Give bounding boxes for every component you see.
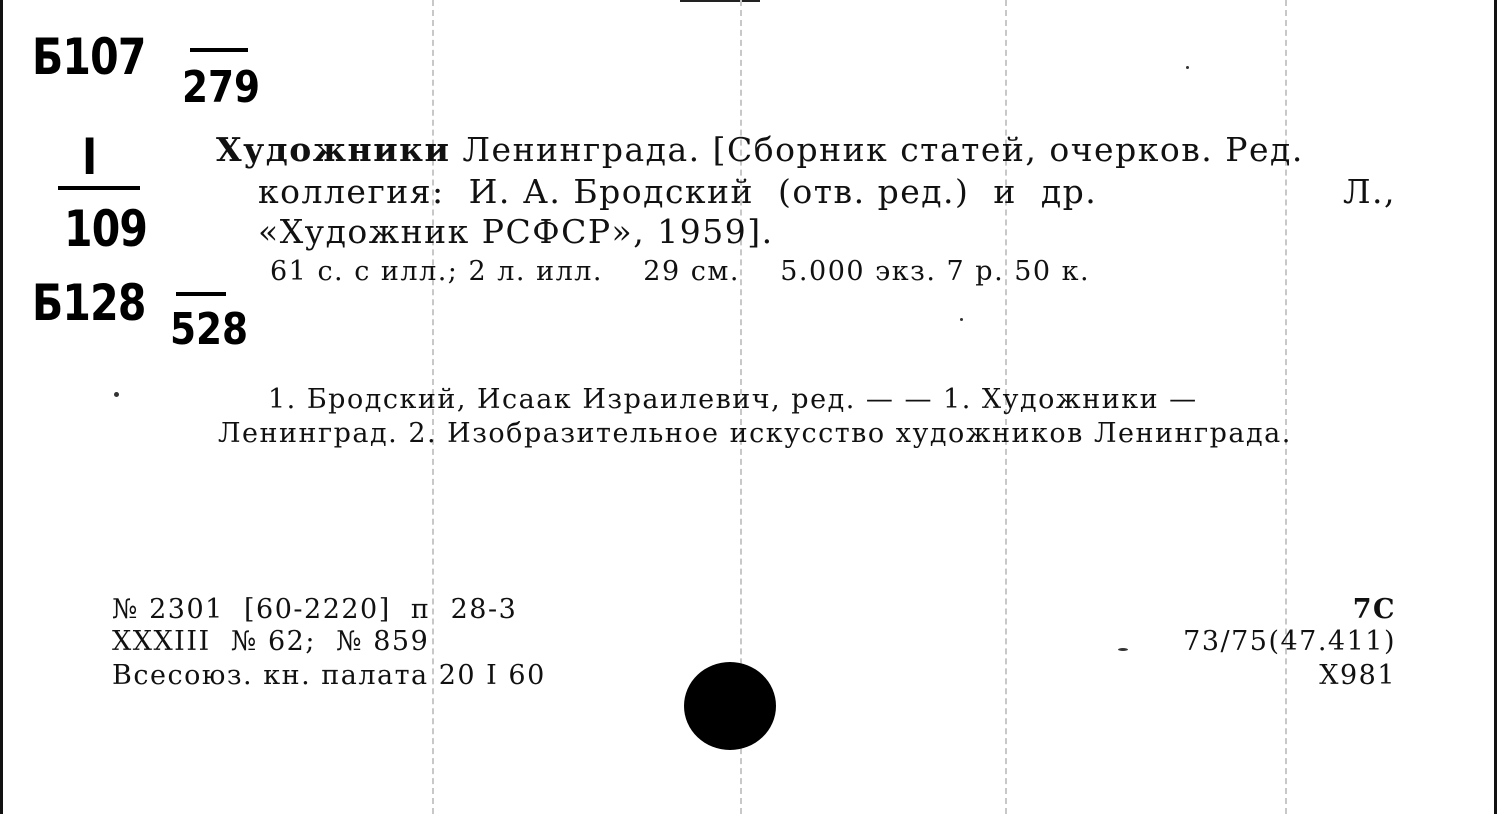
entry-title-rest: Ленинграда. [Сборник статей, очерков. Ред. xyxy=(462,130,1304,169)
chamber-line: Всесоюз. кн. палата 20 I 60 xyxy=(112,660,546,691)
card-punch-hole xyxy=(684,662,776,750)
handwritten-code-3-sub: 528 xyxy=(170,304,249,355)
entry-physical-description: 61 с. с илл.; 2 л. илл. 29 см. 5.000 экз. 7 р. 50 к. xyxy=(270,256,1091,287)
speck xyxy=(960,318,963,321)
card-top-mark xyxy=(680,0,760,2)
handwritten-overline xyxy=(190,48,248,52)
entry-title-line xyxy=(216,130,1304,169)
crease-line xyxy=(1285,0,1287,814)
udc-code: 73/75(47.411) xyxy=(1183,626,1396,657)
entry-publisher-line: «Художник РСФСР», 1959]. xyxy=(258,212,774,251)
handwritten-code-3: Б128 xyxy=(32,274,146,332)
card-number-line: № 2301 [60-2220] п 28-3 xyxy=(112,594,518,625)
speck xyxy=(1118,648,1128,651)
subject-line-1: 1. Бродский, Исаак Израилевич, ред. — — 1. Художники — xyxy=(268,384,1198,415)
entry-heading: Художники xyxy=(216,130,451,169)
series-number-line: XXXIII № 62; № 859 xyxy=(112,626,430,657)
card-left-edge xyxy=(0,0,3,814)
subject-line-2: Ленинград. 2. Изобразительное искусство художников Ленинграда. xyxy=(218,418,1292,449)
author-mark: Х981 xyxy=(1319,660,1396,691)
entry-editors-line: коллегия: И. А. Бродский (отв. ред.) и др. xyxy=(258,172,1098,211)
entry-place: Л., xyxy=(1342,172,1396,211)
handwritten-overline xyxy=(176,292,226,296)
speck xyxy=(114,392,119,397)
handwritten-code-2-top: I xyxy=(82,128,97,186)
classification-code: 7С xyxy=(1352,594,1396,625)
handwritten-code-2-bottom: 109 xyxy=(64,200,148,258)
speck xyxy=(1186,66,1189,69)
handwritten-code-1: Б107 xyxy=(32,28,146,86)
handwritten-code-1-sub: 279 xyxy=(182,62,261,113)
handwritten-fraction-line xyxy=(58,186,140,190)
